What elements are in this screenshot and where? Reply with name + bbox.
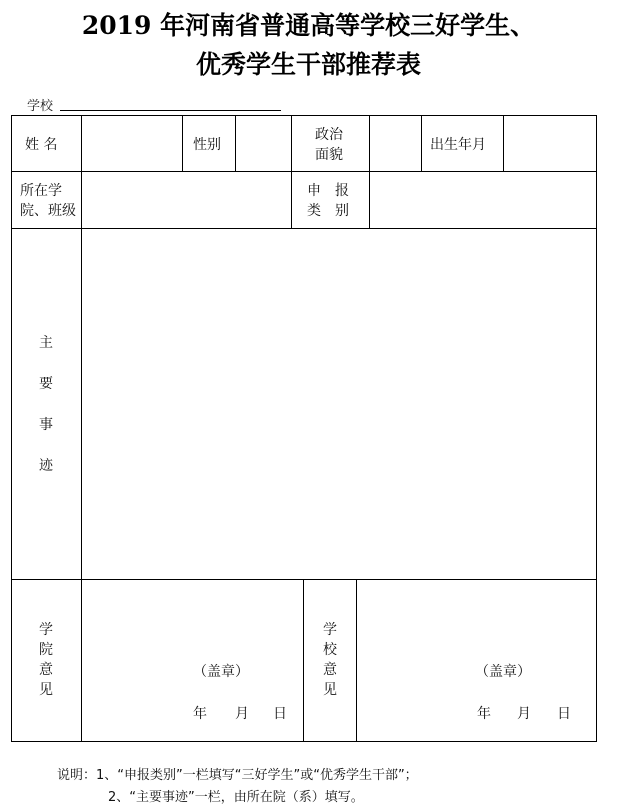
form-title-line1: 2019 年河南省普通高等学校三好学生、	[81, 11, 536, 40]
college-date-month: 月	[235, 706, 249, 722]
table-col-line	[81, 115, 82, 742]
deeds-char: 要	[39, 376, 53, 392]
deeds-char: 主	[39, 335, 53, 351]
deeds-char: 事	[39, 417, 53, 433]
note-line1: 说明：1、“申报类别”一栏填写“三好学生”或“优秀学生干部”；	[57, 768, 418, 783]
school-opinion-char: 学	[323, 622, 337, 638]
table-col-line	[303, 579, 304, 742]
college-opinion-label	[37, 620, 55, 700]
political-input[interactable]	[374, 120, 417, 168]
table-row-line	[11, 579, 597, 580]
table-col-line	[356, 579, 357, 742]
college-opinion-input[interactable]	[86, 584, 298, 654]
table-col-line	[369, 115, 370, 229]
college-seal: （盖章）	[193, 664, 249, 680]
college-label-line1: 所在学	[20, 183, 62, 199]
apply-category-input[interactable]	[374, 176, 592, 224]
birth-input[interactable]	[508, 120, 592, 168]
college-opinion-char: 见	[39, 682, 53, 698]
form-title-line2: 优秀学生干部推荐表	[195, 50, 421, 79]
table-row-line	[11, 228, 597, 229]
college-opinion-char: 意	[39, 662, 53, 678]
school-opinion-char: 校	[323, 642, 337, 658]
college-date-year: 年	[193, 706, 207, 722]
table-col-line	[421, 115, 422, 172]
name-label: 姓 名	[25, 137, 58, 153]
deeds-label	[37, 333, 55, 497]
gender-input[interactable]	[240, 120, 287, 168]
table-row-line	[11, 171, 597, 172]
deeds-input[interactable]	[86, 233, 592, 575]
birth-label: 出生年月	[430, 137, 486, 153]
deeds-char: 迹	[39, 458, 53, 474]
note-line2: 2、“主要事迹”一栏，由所在院（系）填写。	[108, 790, 364, 805]
apply-category-label-line1: 申 报	[307, 183, 349, 199]
college-label-line2: 院、班级	[20, 203, 76, 219]
school-opinion-char: 见	[323, 682, 337, 698]
school-opinion-char: 意	[323, 662, 337, 678]
gender-label: 性别	[193, 137, 221, 153]
table-col-line	[503, 115, 504, 172]
school-opinion-input[interactable]	[361, 584, 592, 654]
college-opinion-char: 院	[39, 642, 53, 658]
political-label-line1: 政治	[315, 127, 343, 143]
table-col-line	[182, 115, 183, 172]
table-border-right	[596, 115, 597, 742]
table-col-line	[291, 115, 292, 229]
table-border-left	[11, 115, 12, 742]
school-date-month: 月	[517, 706, 531, 722]
school-label: 学校	[27, 99, 54, 114]
political-label-line2: 面貌	[315, 147, 343, 163]
school-opinion-label	[321, 620, 339, 700]
college-input[interactable]	[86, 176, 287, 224]
school-date-day: 日	[557, 706, 571, 722]
table-border-top	[11, 115, 597, 116]
name-input[interactable]	[86, 120, 178, 168]
college-date-day: 日	[273, 706, 287, 722]
school-seal: （盖章）	[475, 664, 531, 680]
school-date-year: 年	[477, 706, 491, 722]
table-col-line	[235, 115, 236, 172]
table-border-bottom	[11, 741, 597, 742]
college-opinion-char: 学	[39, 622, 53, 638]
apply-category-label-line2: 类 别	[307, 203, 349, 219]
